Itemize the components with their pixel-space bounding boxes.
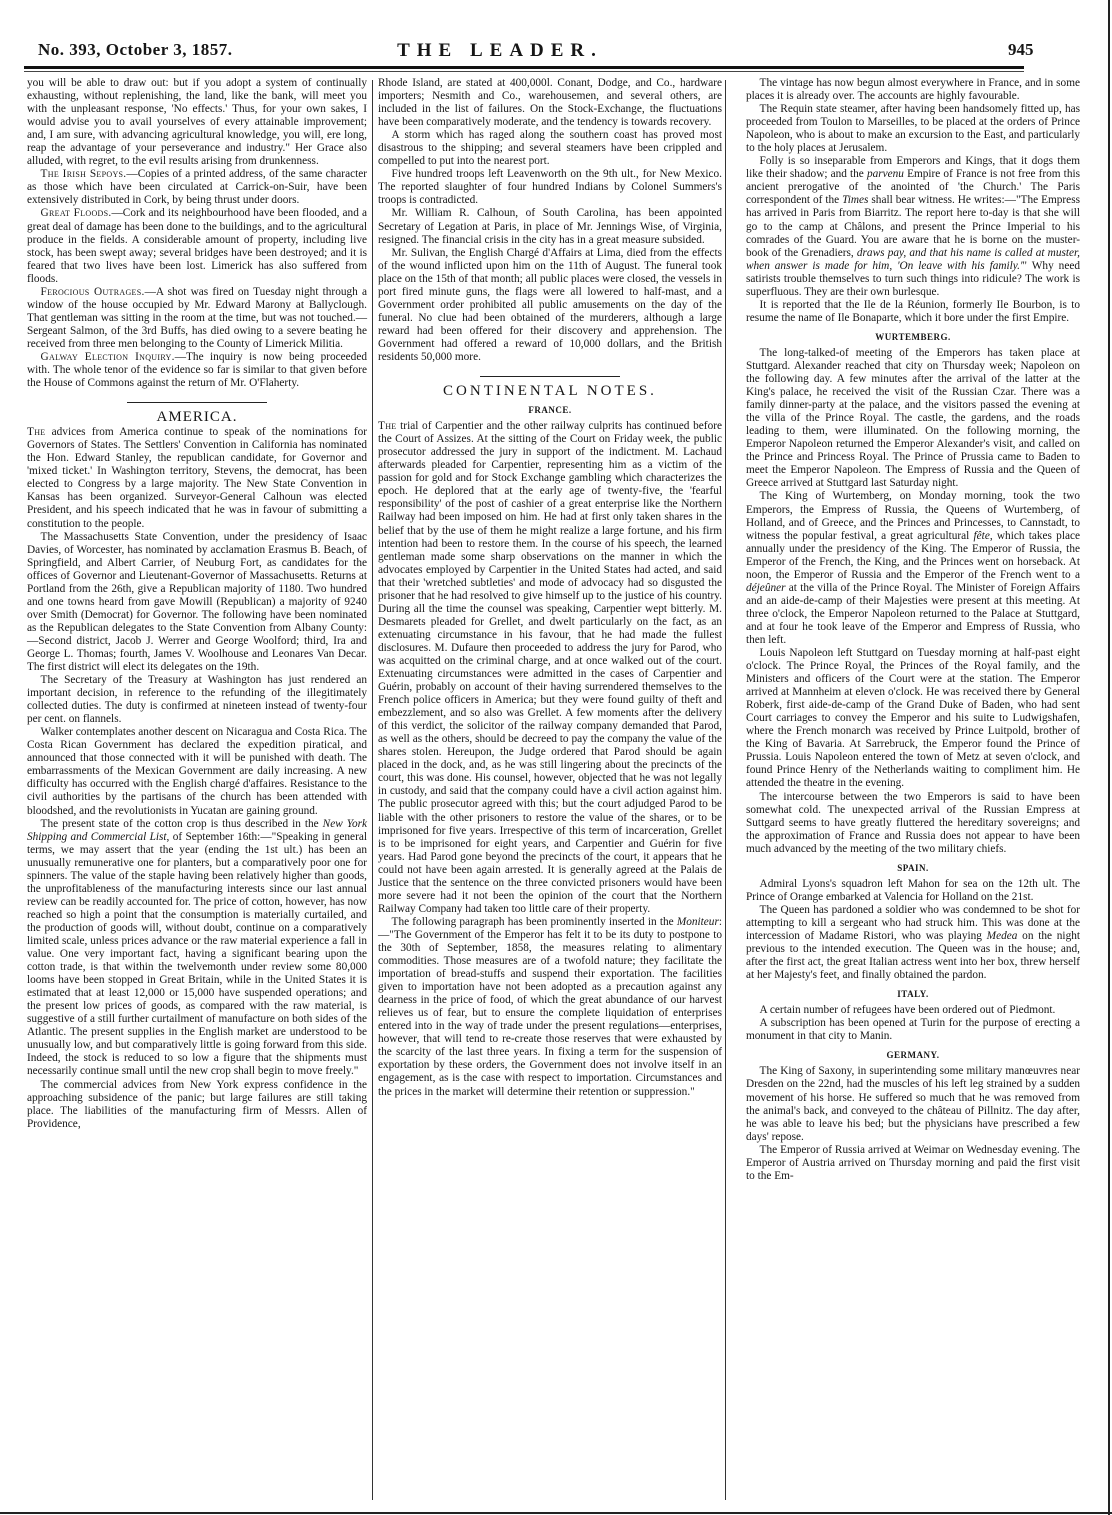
italic-run: draws pay, and that his name is called at muster, when answer is made for him, 'On leave with his family.' bbox=[746, 246, 1081, 272]
paragraph: A subscription has been opened at Turin for the purpose of erecting a monument in that city to Manin. bbox=[746, 1017, 1080, 1043]
text-run: , which takes place annually under the presidency of the King. The Emperor of Russia, the Emperor of the French, the King, and the Princes went on horseback. At noon, the Emperor of Russia and the Emperor of the French went to a bbox=[746, 529, 1080, 581]
section-heading-america: AMERICA. bbox=[156, 409, 238, 426]
section-rule bbox=[127, 402, 267, 403]
text-run: The Queen has pardoned a soldier who was condemned to be shot for attempting to kill a sergeant who had struck him. This was done at the intercession of Madame Ristori, who was playing bbox=[746, 903, 1080, 942]
paragraph: It is reported that the Ile de la Réunion, formerly Ile Bourbon, is to resume the name of Ile Bonaparte, which it bore under the first Empire. bbox=[746, 298, 1080, 324]
text-run: Empire of France is not free from this ancient prerogative of the anointed of 'the Church.' The Paris correspondent of the bbox=[746, 168, 1081, 207]
text-run: Folly is so inseparable from Emperors and Kings, that it dogs them like their shadow; and the bbox=[746, 155, 1080, 181]
paragraph: A certain number of refugees have been ordered out of Piedmont. bbox=[759, 1004, 1056, 1017]
publication-title: Moniteur bbox=[676, 915, 719, 928]
italic-run: Medea bbox=[986, 930, 1018, 942]
column-2 bbox=[378, 77, 722, 1099]
paragraph: Admiral Lyons's squadron left Mahon for sea on the 12th ult. The Prince of Orange embarked at Valencia for Holland on the 21st. bbox=[746, 877, 1080, 903]
paragraph-great-floods bbox=[27, 207, 367, 285]
section-heading-continental-notes: CONTINENTAL NOTES. bbox=[443, 383, 657, 400]
paragraph: you will be able to draw out: but if you adopt a system of continually exhausting, without replenishing, the land, like the bank, will meet you with the unpleasant response, 'No effects.' Thus, for your own sakes, I would advise you to avail yourselves of every attainable improvement; and, I am sure, with advancing agricultural knowledge, you will, ere long, reap the advantage of your perseverance and industry." Her Grace also alluded, with regret, to the evil results arising from drunkenness. bbox=[27, 77, 367, 168]
subheading-germany: GERMANY. bbox=[886, 1050, 940, 1061]
paragraph bbox=[746, 490, 1080, 647]
paragraph-ferocious-outrages bbox=[27, 286, 367, 351]
text-run: :—"The Government of the Emperor has felt it to be its duty to postpone to the 30th of September, 1858, the measures relating to alimentary commodities. Those measures are of a twofold nature; they facilitate the importation of bread-stuffs and suspend their exportation. The facilities given to importation have not been adopted as a precaution against any dearness in the price of food, of which the great abundance of our harvest relieves us of fear, but to ensure the complete liquidation of enterprises entered into in the way of trade under the present regulations—enterprises, however, that will tend to re-create those reserves that were exhausted by the scarcity of the last three years. In fixing a term for the suspension of exportation by these orders, the Government does not involve itself in an engagement, as is the case with respect to importation. Circumstances and the prices in the market will determine their retention or suppression." bbox=[378, 915, 722, 1098]
page-number: 945 bbox=[1008, 40, 1034, 59]
page-border-right bbox=[1108, 0, 1110, 1515]
paragraph-body: —Copies of a printed address, of the same character as those which have been circulated at Carrick-on-Suir, have been extensively distributed in Cork, by being thrust under doors. bbox=[27, 168, 368, 207]
paragraph: The King of Saxony, in superintending some military manœuvres near Dresden on the 22nd, had the muscles of his left leg strained by a sudden movement of his horse. He suffered so much that he was removed from the animal's back, and conveyed to the château of Pillnitz. The day after, he was able to leave his bed; but the physicians have prescribed a few days' repose. bbox=[746, 1065, 1080, 1143]
paragraph: Walker contemplates another descent on Nicaragua and Costa Rica. The Costa Rican Government has declared the expedition piratical, and announced that those connected with it will be punished with death. The embarrassments of the Mexican Government are daily increasing. A new difficulty has occurred with the English chargé d'affaires. Resistance to the civil authorities by the partisans of the church has been attended with bloodshed, and the revolutionists in Yucatan are gaining ground. bbox=[27, 726, 367, 817]
italic-run: parvenu bbox=[866, 168, 904, 181]
paragraph: The Emperor of Russia arrived at Weimar on Wednesday evening. The Emperor of Austria arrived on Thursday morning and paid the first visit to the Em- bbox=[746, 1143, 1080, 1182]
paragraph-body: —The inquiry is now being proceeded with. The whole tenor of the evidence so far is similar to that given before the House of Commons against the return of Mr. O'Flaherty. bbox=[27, 350, 367, 390]
subheading-spain: SPAIN. bbox=[897, 862, 929, 873]
paragraph-body: —Cork and its neighbourhood have been flooded, and a great deal of damage has been done to the buildings, and to the agricultural produce in the fields. A considerable amount of property, including live stock, has been swept away; several bridges have been destroyed; and it is feared that two lives have been lost. Limerick has also suffered from floods. bbox=[27, 207, 367, 285]
publication-title: Times bbox=[842, 194, 869, 207]
run-in-heading: Galway Election Inquiry. bbox=[40, 350, 175, 363]
text-run: on the night previous to the intended execution. The Queen was in the house; and, after the first act, the great Italian actress went into her box, threw herself at her Majesty's feet, and finally obtained the pardon. bbox=[746, 930, 1081, 982]
paragraph-galway bbox=[27, 351, 367, 390]
paragraph bbox=[378, 916, 722, 1099]
text-run: The present state of the cotton crop is thus described in the bbox=[40, 817, 323, 830]
text-run: at the villa of the Prince Royal. The Minister of Foreign Affairs and an aide-de-camp of their Majesties were present at this meeting. At three o'clock, the Emperor Napoleon returned to the Palace at Stuttgard, and at four he took leave of the Emperor and Empress of Russia, who then left. bbox=[746, 581, 1080, 646]
masthead-rule-thin bbox=[24, 71, 1024, 72]
text-run: The King of Wurtemberg, on Monday morning, took the two Emperors, the Empress of Russia, the Queens of Wurtemberg, of Holland, and of Greece, and the Princes and Princesses, to Cannstadt, to witness the popular festival, a great agricultural bbox=[746, 490, 1080, 542]
paragraph: Louis Napoleon left Stuttgard on Tuesday morning at half-past eight o'clock. The Prince Royal, the Princes of the Royal family, and the Ministers and officers of the Court were at the station. The Emperor arrived at Mannheim at eleven o'clock. He was received there by General Roberk, first aide-de-camp of the Grand Duke of Baden, who had sent Court carriages to convey the Emperor and his suite to Ludwigshafen, where the French monarch was received by Prince Luitpold, brother of the King of Bavaria. At Sarrebruck, the Emperor found the Prince of Prussia. Louis Napoleon entered the town of Metz at seven o'clock, and found Prince Henry of the Netherlands waiting to compliment him. He attended the theatre in the evening. bbox=[746, 647, 1080, 790]
paragraph bbox=[378, 420, 722, 916]
paragraph: The Massachusetts State Convention, under the presidency of Isaac Davies, of Worcester, has nominated by acclamation Erasmus B. Beach, of Springfield, and Albert Carrier, of Neuburg Fort, as candidates for the offices of Governor and Lieutenant-Governor of Massachusetts. Returns at Portland from the 26th, give a Republican majority of 1180. Two hundred and one towns heard from gave Mowill (Republican) a majority of 9240 over Smith (Democrat) for Governor. The following have been nominated as the Republican delegates to the State Convention from Albany County:—Second district, Jacob J. Werrer and George Woolford; third, Ira and George L. Thomas; fourth, James V. Woolhouse and Leonares Van Decar. The first district will elect its delegates on the 19th. bbox=[27, 530, 367, 674]
paragraph-body: trial of Carpentier and the other railway culprits has continued before the Court of Assizes. At the sitting of the Court on Friday week, the public prosecutor addressed the jury in support of the indictment. M. Lachaud afterwards pleaded for Carpentier, representing him as a victim of the passion for gold and for Stock Exchange gambling which characterizes the epoch. He deplored that at the early age of twenty-five, the 'fearful responsibility' of the post of cashier of a great enterprise like the Northern Railway had been imposed on him. He had at first only taken shares in the belief that by the use of them he might realize a large fortune, and his firm intention had been to restore them. In the course of his speech, the learned gentleman made some sharp observations on the manner in which the advocates employed by Carpentier in the United States had acted, and said that their 'wretched subtleties' and mode of advocacy had so disgusted the prisoner that he had resolved to give himself up to the justice of his country. During all the time the counsel was speaking, Carpentier wept bitterly. M. Desmarets pleaded for Grellet, and dwelt particularly on the fact, as an extenuating circumstance in his favour, that he had made the fullest disclosures. M. Dufaure then proceeded to address the jury for Parod, who was acquitted on the criminal charge, and at once walked out of the court. Extenuating circumstances were admitted in the cases of Carpentier and Guérin, probably on account of their having surrendered themselves to the French police officers in America; but they were found guilty of theft and embezzlement, and so also was Grellet. A few moments after the delivery of this verdict, the solicitor of the railway company demanded that Parod, as well as the others, should be decreed to pay the company the value of the shares stolen. Hereupon, the Judge ordered that Parod should be again placed in the dock, and, as he was still lingering about the precincts of the court, this was done. His counsel, however, objected that he was not legally in custody, and said that the company could have a civil action against him. The public prosecutor agreed with this; but the court adjudged Parod to be liable with the other prisoners to restore the value of the shares, or to be imprisoned for five years. Irrespective of this term of incarceration, Grellet is to be imprisoned for eight years, and Carpentier and Guérin for five years. Had Parod gone beyond the precincts of the court, it appears that he could not have been again arrested. It is generally agreed at the Palais de Justice that the sentence on the three convicted prisoners would have been more severe had it not been the opinion of the court that the Northern Railway Company had taken too little care of their property. bbox=[378, 420, 722, 915]
text-run: " Why need satirists trouble themselves to turn such things into ridicule? The work is superfluous. They are their own burlesque. bbox=[746, 259, 1080, 298]
paragraph: The intercourse between the two Emperors is said to have been somewhat cold. The unexpected arrival of the Russian Empress at Suttgard seems to have greatly fluttered the hereditary sovereigns; and the approximation of France and Russia does not appear to have been much advanced by the meeting of the two military chiefs. bbox=[746, 790, 1080, 855]
section-rule bbox=[480, 376, 620, 377]
paragraph-irish-sepoys bbox=[27, 168, 367, 207]
italic-run: déjeûner bbox=[746, 581, 786, 594]
paragraph: The vintage has now begun almost everywhere in France, and in some places it is already over. The accounts are highly favourable. bbox=[746, 77, 1080, 103]
paragraph bbox=[746, 904, 1080, 982]
column-3 bbox=[746, 77, 1080, 1183]
column-1 bbox=[27, 77, 367, 1131]
paragraph bbox=[746, 155, 1080, 299]
paragraph bbox=[27, 818, 367, 1079]
column-divider bbox=[725, 80, 726, 1500]
paragraph: A storm which has raged along the southern coast has proved most disastrous to the shipping; and several steamers have been crippled and compelled to put into the nearest port. bbox=[378, 129, 722, 168]
run-in-heading: The Irish Sepoys. bbox=[40, 168, 127, 181]
publication-title: New York Shipping and Commercial List bbox=[27, 817, 367, 843]
paragraph-body: advices from America continue to speak of the nominations for Governors of States. The Settlers' Convention in California has nominated the Hon. Edward Stanley, the republican candidate, for Governor and 'mixed ticket.' In Washington territory, Stevens, the democrat, has been elected to Congress by a large majority. The New State Convention in Kansas has been organized. Surveyor-General Calhoun was elected President, and his speech indicated that he was in favour of submitting a constitution to the people. bbox=[27, 426, 367, 530]
paragraph: The Requin state steamer, after having been handsomely fitted up, has proceeded from Toulon to Marseilles, to be placed at the orders of Prince Napoleon, who is about to make an excursion to the East, and particularly to the holy places at Jerusalem. bbox=[746, 103, 1080, 155]
paragraph: Five hundred troops left Leavenworth on the 9th ult., for New Mexico. The reported slaughter of four hundred Indians by Colonel Summers's troops is contradicted. bbox=[378, 168, 722, 207]
text-run: The following paragraph has been prominently inserted in the bbox=[391, 915, 677, 928]
paragraph: Rhode Island, are stated at 400,000l. Conant, Dodge, and Co., hardware importers; Nesmith and Co., warehousemen, and several others, are included in the list of failures. On the Stock-Exchange, the fluctuations have been comparatively moderate, and the tendency is towards recovery. bbox=[378, 77, 722, 129]
masthead-rule bbox=[24, 66, 1024, 69]
paragraph: The long-talked-of meeting of the Emperors has taken place at Stuttgard. Alexander reached that city on Thursday week; Napoleon on the following day. A few minutes after the arrival of the latter at the King's palace, he received the visit of the Russian Czar. There was a family dinner-party at the palace, and the visitors passed the evening at the villa of the Prince Royal. The castle, the gardens, and the roads leading to them, were illuminated. On the following morning, the Emperor Napoleon returned the Emperor Alexander's visit, and called on the Prince and Princess Royal. The Prince of Prussia came to Baden to meet the Emperor Napoleon. The Empress of Russia and the Queen of Greece arrived at Stuttgard last Saturday night. bbox=[746, 346, 1080, 490]
paragraph: Mr. William R. Calhoun, of South Carolina, has been appointed Secretary of Legation at Paris, in place of Mr. Jennings Wise, of Virginia, resigned. The financial crisis in the city has in a great measure subsided. bbox=[378, 207, 722, 246]
run-in-heading: Great Floods. bbox=[40, 207, 112, 220]
column-divider bbox=[372, 80, 373, 1500]
paragraph: The commercial advices from New York express confidence in the approaching subsidence of the panic; but large failures are still taking place. The liabilities of the manufacturing firm of Messrs. Allen of Providence, bbox=[27, 1078, 367, 1130]
newspaper-title: THE LEADER. bbox=[397, 40, 603, 61]
paragraph bbox=[27, 426, 367, 530]
subheading-italy: ITALY. bbox=[897, 989, 929, 1000]
text-run: shall bear witness. He writes:—"The Empress has arrived in Paris from Biarritz. The report here to-day is that she will go to the camp at Châlons, and present the Prince Imperial to his comrades of the Guard. You are aware that he is borne on the muster-book of the Grenadiers, bbox=[746, 194, 1080, 259]
subheading-wurtemberg: WURTEMBERG. bbox=[875, 331, 951, 342]
drop-word: The bbox=[378, 420, 397, 433]
paragraph-body: —A shot was fired on Tuesday night through a window of the house occupied by Mr. Edward Marony at Ballyclough. That gentleman was sitting in the room at the time, but was not touched.—Sergeant Salmon, of the 3rd Buffs, has died owing to a severe beating he received from three men belonging to the County of Limerick Militia. bbox=[27, 285, 367, 350]
issue-date: No. 393, October 3, 1857. bbox=[38, 40, 233, 59]
subheading-france: FRANCE. bbox=[528, 405, 572, 416]
italic-run: fête bbox=[973, 529, 990, 542]
drop-word: The bbox=[27, 426, 46, 439]
masthead bbox=[0, 0, 1112, 72]
text-run: , of September 16th:—"Speaking in general terms, we may assert that the year (ending the 1st ult.) has been an unusually remunerative one for planters, but a comparatively poor one for spinners. The value of the staple having been relatively higher than goods, the unprofitableness of the manufacturing interests since our last annual review can be readily accounted for. The price of cotton, however, has now reached so high a point that the consumption is materially curtailed, and the production of goods will, without doubt, continue on a comparatively limited scale, unless prices advance or the raw material experience a fall in value. One very important fact, having a significant bearing upon the cotton trade, is that within the twelvemonth under review some 80,000 looms have been stopped in Great Britain, while in the United States it is estimated that at least 12,000 or 15,000 have suspended operations; and the present low prices of goods, as compared with the raw material, is suggestive of a still further curtailment of manufacture on both sides of the Atlantic. The present supplies in the English market are understood to be unusually low, and but comparatively little is going forward from this side. Indeed, the stock is reduced to so low a figure that the shipments must necessarily continue small until the new crop shall begin to move freely." bbox=[27, 830, 367, 1078]
paragraph: The Secretary of the Treasury at Washington has just rendered an important decision, in reference to the refunding of the illegitimately collected duties. The duty is confirmed at nineteen instead of twenty-four per cent. on flannels. bbox=[27, 674, 367, 726]
page-border-bottom bbox=[0, 1512, 1112, 1514]
paragraph: Mr. Sulivan, the English Chargé d'Affairs at Lima, died from the effects of the wound inflicted upon him on the 11th of August. The funeral took place on the 15th of that month; all public places were closed, the vessels in port fired minute guns, the flags were all lowered to half-mast, and a Government order prohibited all public amusements on the day of the funeral. No clue had been obtained of the murderers, although a large reward had been offered for their discovery and apprehension. The Government had offered a reward of 10,000 dollars, and the British residents 50,000 more. bbox=[378, 246, 722, 363]
run-in-heading: Ferocious Outrages. bbox=[40, 285, 145, 298]
